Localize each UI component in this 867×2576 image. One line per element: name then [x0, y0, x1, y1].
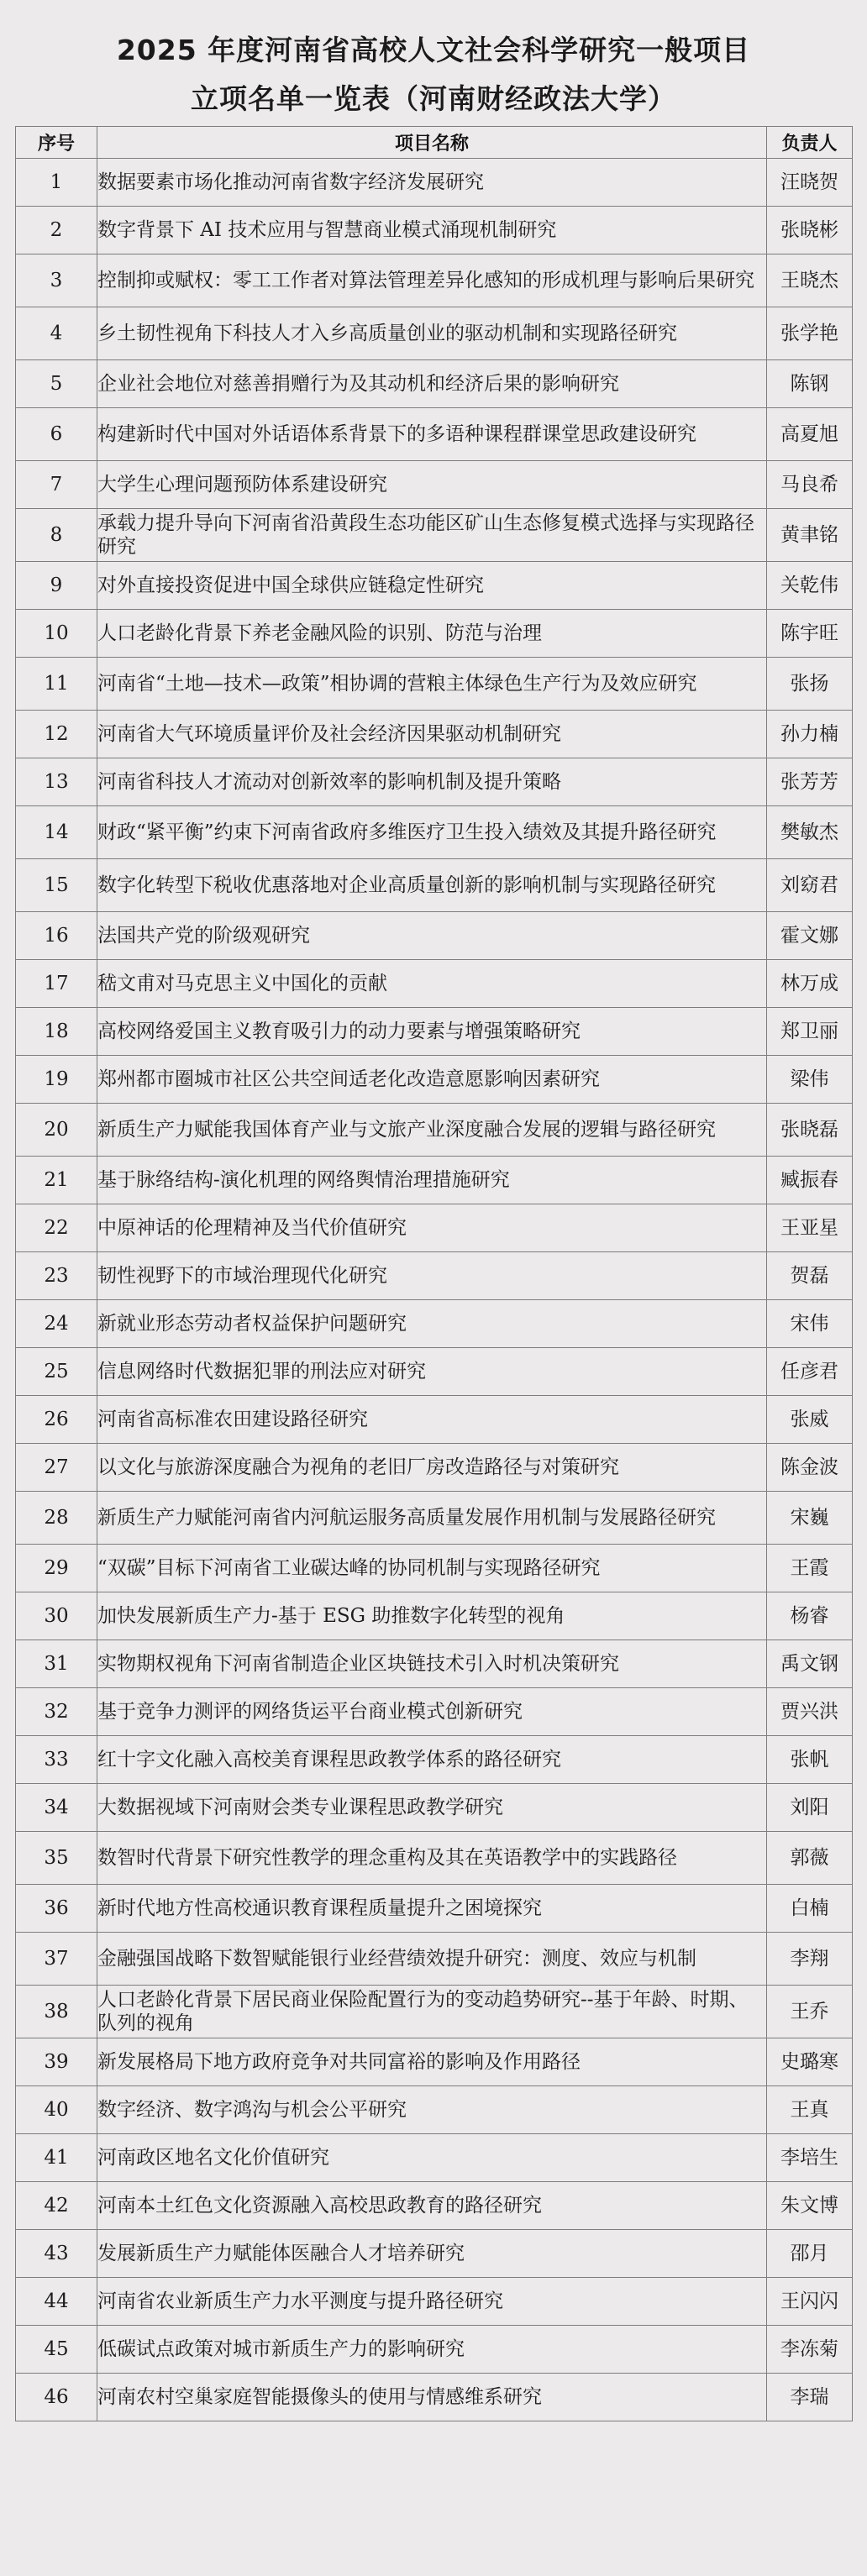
table-row — [16, 758, 853, 806]
row-leader-cell: 贺磊 — [767, 1252, 853, 1300]
row-leader-cell: 王晓杰 — [767, 254, 853, 307]
row-leader-cell: 王霞 — [767, 1545, 853, 1592]
row-project-name-cell: 郑州都市圈城市社区公共空间适老化改造意愿影响因素研究 — [97, 1056, 767, 1104]
row-seq-cell: 2 — [16, 207, 97, 254]
row-project-name-cell: 金融强国战略下数智赋能银行业经营绩效提升研究：测度、效应与机制 — [97, 1933, 767, 1986]
table-row — [16, 711, 853, 758]
table-row — [16, 360, 853, 408]
row-project-name-cell: 新质生产力赋能河南省内河航运服务高质量发展作用机制与发展路径研究 — [97, 1492, 767, 1545]
table-row — [16, 1396, 853, 1444]
row-leader-cell: 陈金波 — [767, 1444, 853, 1492]
row-project-name-cell: 河南本土红色文化资源融入高校思政教育的路径研究 — [97, 2182, 767, 2230]
row-leader-cell: 张威 — [767, 1396, 853, 1444]
row-leader-cell: 林万成 — [767, 960, 853, 1008]
row-leader-cell: 宋伟 — [767, 1300, 853, 1348]
table-row — [16, 1784, 853, 1832]
table-header-row — [16, 127, 853, 159]
row-leader-cell: 杨睿 — [767, 1592, 853, 1640]
row-project-name-cell: 新时代地方性高校通识教育课程质量提升之困境探究 — [97, 1885, 767, 1933]
table-row — [16, 1933, 853, 1986]
table-row — [16, 1688, 853, 1736]
row-seq-cell: 41 — [16, 2134, 97, 2182]
row-seq-cell: 15 — [16, 859, 97, 912]
table-row — [16, 1204, 853, 1252]
row-project-name-cell: 河南省大气环境质量评价及社会经济因果驱动机制研究 — [97, 711, 767, 758]
row-project-name-cell: 河南省科技人才流动对创新效率的影响机制及提升策略 — [97, 758, 767, 806]
header-leader: 负责人 — [767, 127, 853, 159]
row-project-name-cell: 数字背景下 AI 技术应用与智慧商业模式涌现机制研究 — [97, 207, 767, 254]
row-leader-cell: 汪晓贺 — [767, 159, 853, 207]
row-leader-cell: 刘窈君 — [767, 859, 853, 912]
row-leader-cell: 刘阳 — [767, 1784, 853, 1832]
row-seq-cell: 10 — [16, 610, 97, 658]
row-seq-cell: 8 — [16, 509, 97, 562]
table-row — [16, 2038, 853, 2086]
table-row — [16, 2278, 853, 2326]
table-row — [16, 1832, 853, 1885]
table-row — [16, 2182, 853, 2230]
row-seq-cell: 11 — [16, 658, 97, 711]
document-title-line-2: 立项名单一览表（河南财经政法大学） — [191, 82, 676, 115]
row-project-name-cell: 财政“紧平衡”约束下河南省政府多维医疗卫生投入绩效及其提升路径研究 — [97, 806, 767, 859]
row-seq-cell: 4 — [16, 307, 97, 360]
row-project-name-cell: 数智时代背景下研究性教学的理念重构及其在英语教学中的实践路径 — [97, 1832, 767, 1885]
row-project-name-cell: 河南省农业新质生产力水平测度与提升路径研究 — [97, 2278, 767, 2326]
row-project-name-cell: 数字化转型下税收优惠落地对企业高质量创新的影响机制与实现路径研究 — [97, 859, 767, 912]
row-project-name-cell: 承载力提升导向下河南省沿黄段生态功能区矿山生态修复模式选择与实现路径研究 — [97, 509, 767, 562]
row-project-name-cell: 信息网络时代数据犯罪的刑法应对研究 — [97, 1348, 767, 1396]
row-project-name-cell: 河南农村空巢家庭智能摄像头的使用与情感维系研究 — [97, 2374, 767, 2421]
row-project-name-cell: 新就业形态劳动者权益保护问题研究 — [97, 1300, 767, 1348]
row-project-name-cell: 红十字文化融入高校美育课程思政教学体系的路径研究 — [97, 1736, 767, 1784]
row-project-name-cell: 基于脉络结构-演化机理的网络舆情治理措施研究 — [97, 1157, 767, 1204]
row-leader-cell: 高夏旭 — [767, 408, 853, 461]
table-row — [16, 2326, 853, 2374]
table-row — [16, 408, 853, 461]
row-seq-cell: 29 — [16, 1545, 97, 1592]
table-row — [16, 562, 853, 610]
row-leader-cell: 王乔 — [767, 1986, 853, 2038]
row-leader-cell: 张晓彬 — [767, 207, 853, 254]
row-seq-cell: 21 — [16, 1157, 97, 1204]
table-body — [16, 159, 853, 2421]
row-seq-cell: 37 — [16, 1933, 97, 1986]
row-project-name-cell: 法国共产党的阶级观研究 — [97, 912, 767, 960]
row-project-name-cell: 基于竞争力测评的网络货运平台商业模式创新研究 — [97, 1688, 767, 1736]
row-seq-cell: 23 — [16, 1252, 97, 1300]
table-row — [16, 1008, 853, 1056]
row-leader-cell: 张芳芳 — [767, 758, 853, 806]
row-leader-cell: 王亚星 — [767, 1204, 853, 1252]
row-seq-cell: 36 — [16, 1885, 97, 1933]
table-row — [16, 610, 853, 658]
table-row — [16, 806, 853, 859]
row-seq-cell: 25 — [16, 1348, 97, 1396]
row-seq-cell: 31 — [16, 1640, 97, 1688]
row-leader-cell: 邵月 — [767, 2230, 853, 2278]
row-leader-cell: 李瑞 — [767, 2374, 853, 2421]
row-project-name-cell: “双碳”目标下河南省工业碳达峰的协同机制与实现路径研究 — [97, 1545, 767, 1592]
row-seq-cell: 33 — [16, 1736, 97, 1784]
table-row — [16, 859, 853, 912]
row-project-name-cell: 河南省高标准农田建设路径研究 — [97, 1396, 767, 1444]
row-project-name-cell: 实物期权视角下河南省制造企业区块链技术引入时机决策研究 — [97, 1640, 767, 1688]
row-leader-cell: 宋巍 — [767, 1492, 853, 1545]
row-project-name-cell: 以文化与旅游深度融合为视角的老旧厂房改造路径与对策研究 — [97, 1444, 767, 1492]
row-seq-cell: 44 — [16, 2278, 97, 2326]
table-row — [16, 2230, 853, 2278]
row-leader-cell: 孙力楠 — [767, 711, 853, 758]
row-leader-cell: 王闪闪 — [767, 2278, 853, 2326]
row-seq-cell: 24 — [16, 1300, 97, 1348]
row-leader-cell: 任彦君 — [767, 1348, 853, 1396]
row-project-name-cell: 人口老龄化背景下居民商业保险配置行为的变动趋势研究--基于年龄、时期、队列的视角 — [97, 1986, 767, 2038]
row-leader-cell: 贾兴洪 — [767, 1688, 853, 1736]
row-leader-cell: 樊敏杰 — [767, 806, 853, 859]
row-project-name-cell: 新发展格局下地方政府竞争对共同富裕的影响及作用路径 — [97, 2038, 767, 2086]
table-row — [16, 1736, 853, 1784]
row-project-name-cell: 人口老龄化背景下养老金融风险的识别、防范与治理 — [97, 610, 767, 658]
table-row — [16, 1056, 853, 1104]
row-seq-cell: 43 — [16, 2230, 97, 2278]
table-row — [16, 1492, 853, 1545]
row-leader-cell: 史璐寒 — [767, 2038, 853, 2086]
row-project-name-cell: 加快发展新质生产力-基于 ESG 助推数字化转型的视角 — [97, 1592, 767, 1640]
table-row — [16, 1545, 853, 1592]
row-seq-cell: 27 — [16, 1444, 97, 1492]
row-leader-cell: 张晓磊 — [767, 1104, 853, 1157]
row-seq-cell: 26 — [16, 1396, 97, 1444]
table-row — [16, 1252, 853, 1300]
row-seq-cell: 46 — [16, 2374, 97, 2421]
row-seq-cell: 14 — [16, 806, 97, 859]
row-seq-cell: 9 — [16, 562, 97, 610]
table-row — [16, 509, 853, 562]
table-row — [16, 1300, 853, 1348]
row-seq-cell: 34 — [16, 1784, 97, 1832]
table-row — [16, 1348, 853, 1396]
row-project-name-cell: 大数据视域下河南财会类专业课程思政教学研究 — [97, 1784, 767, 1832]
row-seq-cell: 18 — [16, 1008, 97, 1056]
document-title-line-1: 2025 年度河南省高校人文社会科学研究一般项目 — [116, 34, 751, 66]
table-row — [16, 254, 853, 307]
row-seq-cell: 42 — [16, 2182, 97, 2230]
table-row — [16, 658, 853, 711]
row-leader-cell: 白楠 — [767, 1885, 853, 1933]
row-leader-cell: 朱文博 — [767, 2182, 853, 2230]
row-project-name-cell: 乡土韧性视角下科技人才入乡高质量创业的驱动机制和实现路径研究 — [97, 307, 767, 360]
row-project-name-cell: 中原神话的伦理精神及当代价值研究 — [97, 1204, 767, 1252]
row-project-name-cell: 大学生心理问题预防体系建设研究 — [97, 461, 767, 509]
row-seq-cell: 40 — [16, 2086, 97, 2134]
table-row — [16, 307, 853, 360]
row-project-name-cell: 高校网络爱国主义教育吸引力的动力要素与增强策略研究 — [97, 1008, 767, 1056]
row-leader-cell: 马良希 — [767, 461, 853, 509]
row-seq-cell: 12 — [16, 711, 97, 758]
table-row — [16, 960, 853, 1008]
row-leader-cell: 李冻菊 — [767, 2326, 853, 2374]
row-leader-cell: 王真 — [767, 2086, 853, 2134]
table-row — [16, 159, 853, 207]
table-row — [16, 912, 853, 960]
row-leader-cell: 关乾伟 — [767, 562, 853, 610]
row-seq-cell: 20 — [16, 1104, 97, 1157]
row-leader-cell: 张学艳 — [767, 307, 853, 360]
row-project-name-cell: 低碳试点政策对城市新质生产力的影响研究 — [97, 2326, 767, 2374]
row-project-name-cell: 河南政区地名文化价值研究 — [97, 2134, 767, 2182]
row-seq-cell: 5 — [16, 360, 97, 408]
row-leader-cell: 霍文娜 — [767, 912, 853, 960]
table-row — [16, 1640, 853, 1688]
row-leader-cell: 梁伟 — [767, 1056, 853, 1104]
table-row — [16, 1592, 853, 1640]
row-project-name-cell: 发展新质生产力赋能体医融合人才培养研究 — [97, 2230, 767, 2278]
row-seq-cell: 28 — [16, 1492, 97, 1545]
row-leader-cell: 张帆 — [767, 1736, 853, 1784]
row-project-name-cell: 控制抑或赋权：零工工作者对算法管理差异化感知的形成机理与影响后果研究 — [97, 254, 767, 307]
row-leader-cell: 郑卫丽 — [767, 1008, 853, 1056]
row-seq-cell: 1 — [16, 159, 97, 207]
row-leader-cell: 郭薇 — [767, 1832, 853, 1885]
row-seq-cell: 6 — [16, 408, 97, 461]
row-leader-cell: 李翔 — [767, 1933, 853, 1986]
row-seq-cell: 22 — [16, 1204, 97, 1252]
table-row — [16, 2086, 853, 2134]
row-project-name-cell: 新质生产力赋能我国体育产业与文旅产业深度融合发展的逻辑与路径研究 — [97, 1104, 767, 1157]
row-project-name-cell: 河南省“土地—技术—政策”相协调的营粮主体绿色生产行为及效应研究 — [97, 658, 767, 711]
table-row — [16, 207, 853, 254]
row-seq-cell: 35 — [16, 1832, 97, 1885]
row-seq-cell: 13 — [16, 758, 97, 806]
row-leader-cell: 臧振春 — [767, 1157, 853, 1204]
row-leader-cell: 陈宇旺 — [767, 610, 853, 658]
row-seq-cell: 19 — [16, 1056, 97, 1104]
table-row — [16, 1986, 853, 2038]
header-project-name: 项目名称 — [97, 127, 767, 159]
row-leader-cell: 黄聿铭 — [767, 509, 853, 562]
row-seq-cell: 45 — [16, 2326, 97, 2374]
row-project-name-cell: 构建新时代中国对外话语体系背景下的多语种课程群课堂思政建设研究 — [97, 408, 767, 461]
table-row — [16, 1444, 853, 1492]
row-project-name-cell: 韧性视野下的市域治理现代化研究 — [97, 1252, 767, 1300]
table-row — [16, 461, 853, 509]
row-leader-cell: 李培生 — [767, 2134, 853, 2182]
row-leader-cell: 禹文钢 — [767, 1640, 853, 1688]
row-seq-cell: 39 — [16, 2038, 97, 2086]
row-seq-cell: 32 — [16, 1688, 97, 1736]
row-seq-cell: 3 — [16, 254, 97, 307]
row-project-name-cell: 数据要素市场化推动河南省数字经济发展研究 — [97, 159, 767, 207]
row-seq-cell: 17 — [16, 960, 97, 1008]
header-seq: 序号 — [16, 127, 97, 159]
row-seq-cell: 30 — [16, 1592, 97, 1640]
table-row — [16, 2134, 853, 2182]
row-seq-cell: 16 — [16, 912, 97, 960]
table-row — [16, 2374, 853, 2421]
row-project-name-cell: 企业社会地位对慈善捐赠行为及其动机和经济后果的影响研究 — [97, 360, 767, 408]
row-seq-cell: 7 — [16, 461, 97, 509]
table-row — [16, 1104, 853, 1157]
table-row — [16, 1157, 853, 1204]
table-row — [16, 1885, 853, 1933]
row-leader-cell: 张扬 — [767, 658, 853, 711]
row-project-name-cell: 嵇文甫对马克思主义中国化的贡献 — [97, 960, 767, 1008]
row-project-name-cell: 对外直接投资促进中国全球供应链稳定性研究 — [97, 562, 767, 610]
project-list-table — [15, 126, 853, 2421]
row-seq-cell: 38 — [16, 1986, 97, 2038]
row-project-name-cell: 数字经济、数字鸿沟与机会公平研究 — [97, 2086, 767, 2134]
row-leader-cell: 陈钢 — [767, 360, 853, 408]
